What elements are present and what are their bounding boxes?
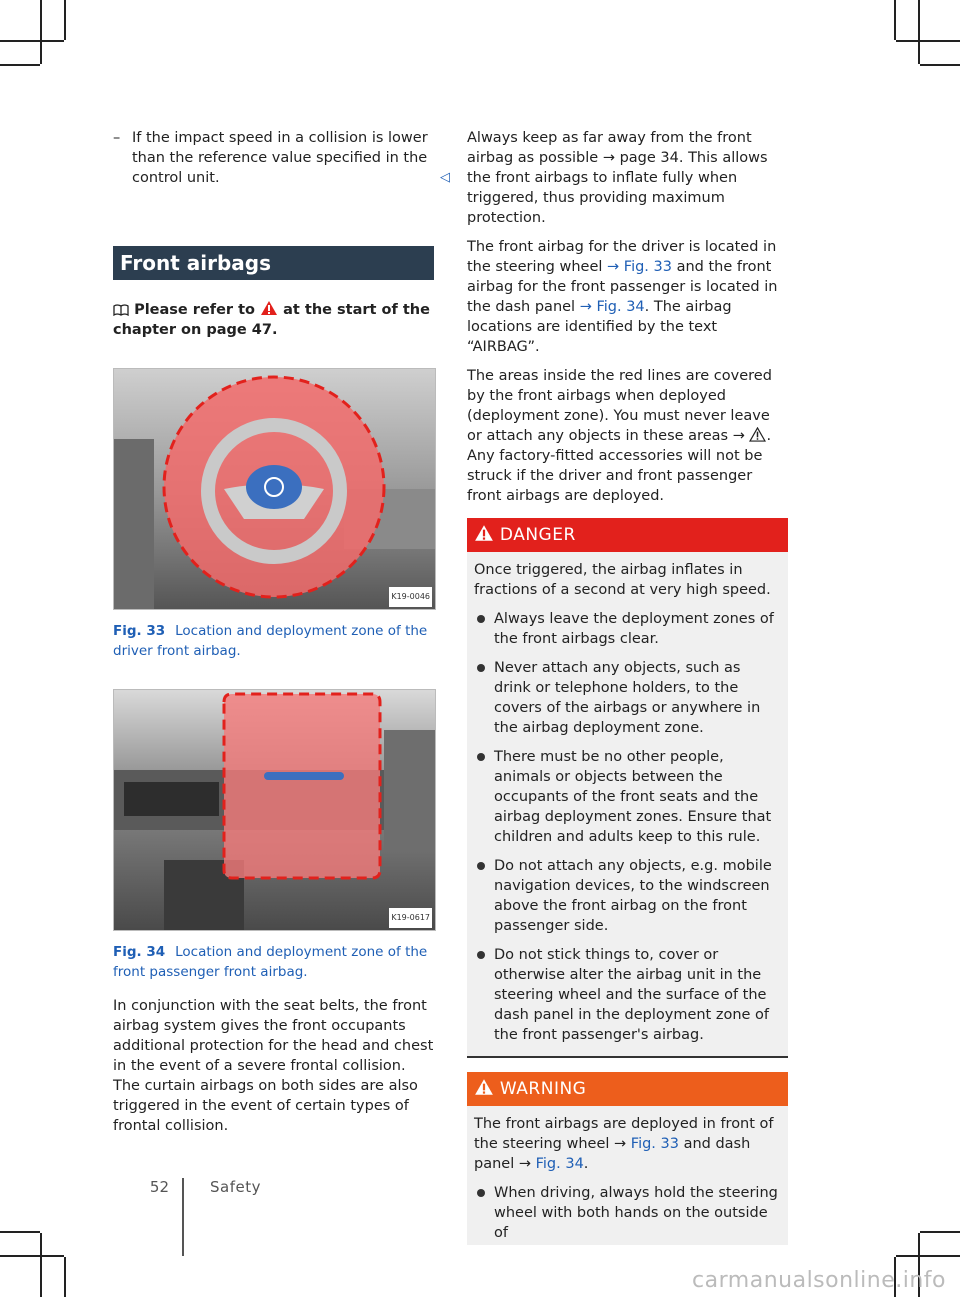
list-item <box>474 658 781 738</box>
body-paragraph <box>467 366 788 506</box>
right-column <box>467 128 788 1245</box>
warning-triangle-icon <box>749 427 766 442</box>
figure-34-caption <box>113 942 434 982</box>
list-item <box>474 747 781 847</box>
bullet-text: There must be no other people, animals or objects between the occupants of the front seats and the airbag deployment zones. Ensure that children and adults keep to this rule. <box>494 749 772 845</box>
text-run: . Any factory-fitted accessories will not be struck if the driver and front passenger front airbags are deployed. <box>467 428 772 504</box>
arrow-icon: → <box>607 259 620 275</box>
crop-mark <box>920 1231 960 1233</box>
body-paragraph <box>467 128 788 228</box>
list-item <box>474 1183 781 1243</box>
page-number: 52 <box>149 1178 169 1196</box>
crop-mark <box>64 0 66 40</box>
refer-note <box>113 300 434 340</box>
warning-triangle-icon <box>474 524 494 542</box>
bullet-text: When driving, always hold the steering wheel with both hands on the outside of <box>494 1185 778 1241</box>
warning-body <box>467 1106 788 1245</box>
dash-panel-illustration <box>114 690 435 930</box>
text-run: The front airbags are deployed in front of the steering wheel <box>474 1116 774 1152</box>
arrow-icon: → <box>614 1136 627 1152</box>
section-heading: Front airbags <box>113 246 434 280</box>
crop-mark <box>0 40 64 42</box>
bullet-text: Do not attach any objects, e.g. mobile navigation devices, to the windscreen above the front airbag on the front passenger side. <box>494 858 772 934</box>
page-link[interactable]: page 34 <box>619 150 679 166</box>
warning-intro <box>474 1114 781 1174</box>
crop-mark <box>0 1255 64 1257</box>
crop-mark <box>40 1233 42 1297</box>
end-of-section-icon: ◁ <box>440 170 450 185</box>
crop-mark <box>40 0 42 64</box>
list-item <box>474 609 781 649</box>
figure-link[interactable]: Fig. 33 <box>630 1136 679 1152</box>
figure-33-caption <box>113 621 434 661</box>
warning-header <box>467 1072 788 1106</box>
bullet-text: Do not stick things to, cover or otherwise alter the airbag unit in the steering wheel and the surface of the dash panel in the deployment zone of the front passenger's airbag. <box>494 947 770 1043</box>
danger-body <box>467 552 788 1056</box>
crop-mark <box>894 0 896 40</box>
figure-code: K19-0046 <box>389 587 432 607</box>
figure-code: K19-0617 <box>389 908 432 928</box>
figure-caption-text: Location and deployment zone of the front passenger front airbag. <box>113 944 428 980</box>
list-item <box>474 945 781 1045</box>
bullet-text: Never attach any objects, such as drink or telephone holders, to the covers of the airbags or anywhere in the airbag deployment zone. <box>494 660 761 736</box>
crop-mark <box>0 64 40 66</box>
dash-marker: – <box>113 130 121 146</box>
refer-text-before: Please refer to <box>134 302 256 318</box>
bullet-text: Always leave the deployment zones of the front airbags clear. <box>494 611 774 647</box>
warning-triangle-icon <box>260 300 278 316</box>
danger-box <box>467 518 788 1058</box>
crop-mark <box>896 1255 960 1257</box>
crop-mark <box>896 40 960 42</box>
text-run: . The airbag locations are identified by the text “AIRBAG”. <box>467 299 732 355</box>
steering-wheel-illustration <box>114 369 435 609</box>
body-paragraph <box>467 237 788 357</box>
danger-title: DANGER <box>499 525 576 545</box>
figure-label: Fig. 33 <box>113 623 166 639</box>
text-run: Always keep as far away from the front airbag as possible <box>467 130 752 166</box>
figure-label: Fig. 34 <box>113 944 166 960</box>
footer-divider <box>182 1178 184 1256</box>
text-run: . This allows the front airbags to inflate fully when triggered, thus providing maximum protection. <box>467 150 768 226</box>
arrow-icon: → <box>602 150 615 166</box>
arrow-icon: → <box>579 299 592 315</box>
arrow-icon: → <box>518 1156 531 1172</box>
arrow-icon: → <box>732 428 745 444</box>
watermark: carmanualsonline.info <box>692 1268 946 1293</box>
warning-triangle-icon <box>474 1078 494 1096</box>
crop-mark <box>918 0 920 64</box>
list-item <box>474 856 781 936</box>
crop-mark <box>0 1231 40 1233</box>
figure-link[interactable]: Fig. 33 <box>623 259 672 275</box>
figure-link[interactable]: Fig. 34 <box>535 1156 584 1172</box>
body-paragraph: In conjunction with the seat belts, the front airbag system gives the front occupants additional protection for the head and chest in the event of a severe frontal collision. The curtain airbags on both sides are also triggered in the event of certain types of frontal collision. <box>113 998 434 1134</box>
danger-intro: Once triggered, the airbag inflates in fractions of a second at very high speed. <box>474 562 771 598</box>
list-item <box>113 128 450 188</box>
section-name: Safety <box>210 1178 261 1196</box>
left-column <box>113 128 450 1145</box>
text-run: The areas inside the red lines are covered by the front airbags when deployed (deployment zone). You must never leave or attach any objects in these areas <box>467 368 772 444</box>
text-run: and dash panel <box>474 1136 751 1172</box>
text-run: . <box>583 1156 589 1172</box>
refer-text-after: at the start of the chapter on page 47. <box>113 302 430 338</box>
book-icon <box>113 304 129 316</box>
list-item-text: If the impact speed in a collision is lower than the reference value specified in the control unit. <box>132 130 428 186</box>
crop-mark <box>64 1257 66 1297</box>
warning-title: WARNING <box>499 1079 587 1099</box>
text-run: The front airbag for the driver is located in the steering wheel <box>467 239 777 275</box>
figure-link[interactable]: Fig. 34 <box>596 299 645 315</box>
figure-caption-text: Location and deployment zone of the driver front airbag. <box>113 623 428 659</box>
figure-34-image <box>113 689 436 931</box>
figure-33-image <box>113 368 436 610</box>
text-run: and the front airbag for the front passenger is located in the dash panel <box>467 259 778 315</box>
crop-mark <box>920 64 960 66</box>
warning-box <box>467 1072 788 1245</box>
danger-header <box>467 518 788 552</box>
